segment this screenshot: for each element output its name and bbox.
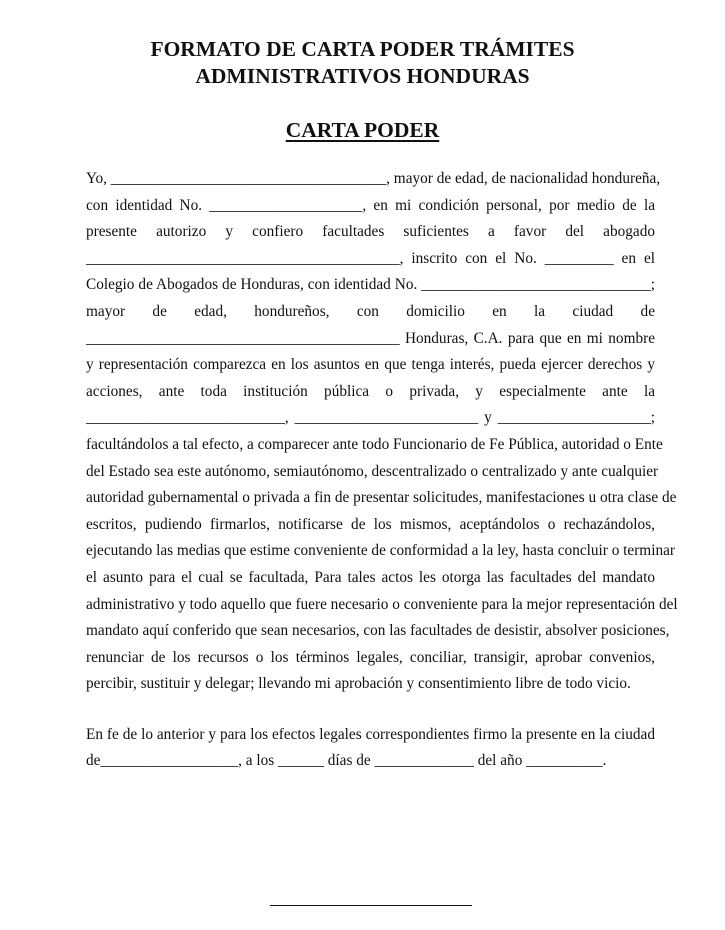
document-subtitle: CARTA PODER	[285, 118, 440, 142]
paragraph-line: con identidad No. ____________________, en mi condición personal, por medio de la	[86, 196, 655, 214]
paragraph-line: escritos, pudiendo firmarlos, notificarse de los mismos, aceptándolos o rechazándolos,	[86, 515, 655, 533]
paragraph-line: _________________________________________, inscrito con el No. _________ en el	[86, 249, 655, 267]
paragraph-signature-statement	[86, 722, 655, 775]
paragraph-line: y representación comparezca en los asuntos en que tenga interés, pueda ejercer derechos y	[86, 356, 655, 374]
paragraph-line: mandato aquí conferido que sean necesarios, con las facultades de desistir, absolver posiciones,	[86, 622, 670, 640]
paragraph-line: acciones, ante toda institución pública o privada, y especialmente ante la	[86, 382, 655, 400]
paragraph-line: _________________________________________ Honduras, C.A. para que en mi nombre	[86, 329, 655, 347]
paragraph-line: presente autorizo y confiero facultades suficientes a favor del abogado	[86, 223, 655, 241]
paragraph-line: renunciar de los recursos o los términos legales, conciliar, transigir, aprobar convenios,	[86, 648, 655, 666]
paragraph-line: mayor de edad, hondureños, con domicilio en la ciudad de	[86, 302, 655, 320]
document-title-line-1: FORMATO DE CARTA PODER TRÁMITES	[150, 37, 575, 61]
paragraph-line: Colegio de Abogados de Honduras, con identidad No. ______________________________;	[86, 276, 655, 294]
paragraph-power-of-attorney	[86, 166, 678, 698]
document-title-line-2: ADMINISTRATIVOS HONDURAS	[195, 64, 530, 88]
paragraph-line: percibir, sustituir y delegar; llevando mi aprobación y consentimiento libre de todo vicio.	[86, 675, 631, 693]
paragraph-line: del Estado sea este autónomo, semiautónomo, descentralizado o centralizado y ante cualquier	[86, 462, 659, 480]
paragraph-line: autoridad gubernamental o privada a fin de presentar solicitudes, manifestaciones u otra clase de	[86, 489, 677, 507]
paragraph-line: facultándolos a tal efecto, a comparecer ante todo Funcionario de Fe Pública, autoridad o Ente	[86, 435, 663, 453]
paragraph-line: administrativo y todo aquello que fuere necesario o conveniente para la mejor representación del	[86, 595, 678, 613]
paragraph-line: de__________________, a los ______ días de _____________ del año __________.	[86, 752, 607, 770]
paragraph-line: ejecutando las medias que estime conveniente de conformidad a la ley, hasta concluir o terminar	[86, 542, 675, 560]
paragraph-line: el asunto para el cual se facultada, Para tales actos les otorga las facultades del mandato	[86, 568, 655, 586]
signature-line	[270, 905, 472, 906]
document-body	[86, 166, 678, 775]
paragraph-line: __________________________, ________________________ y ____________________;	[86, 409, 655, 427]
paragraph-gap	[86, 698, 655, 722]
paragraph-line: En fe de lo anterior y para los efectos legales correspondientes firmo la presente en la ciudad	[86, 725, 655, 743]
paragraph-line: Yo, ____________________________________, mayor de edad, de nacionalidad hondureña,	[86, 170, 661, 187]
